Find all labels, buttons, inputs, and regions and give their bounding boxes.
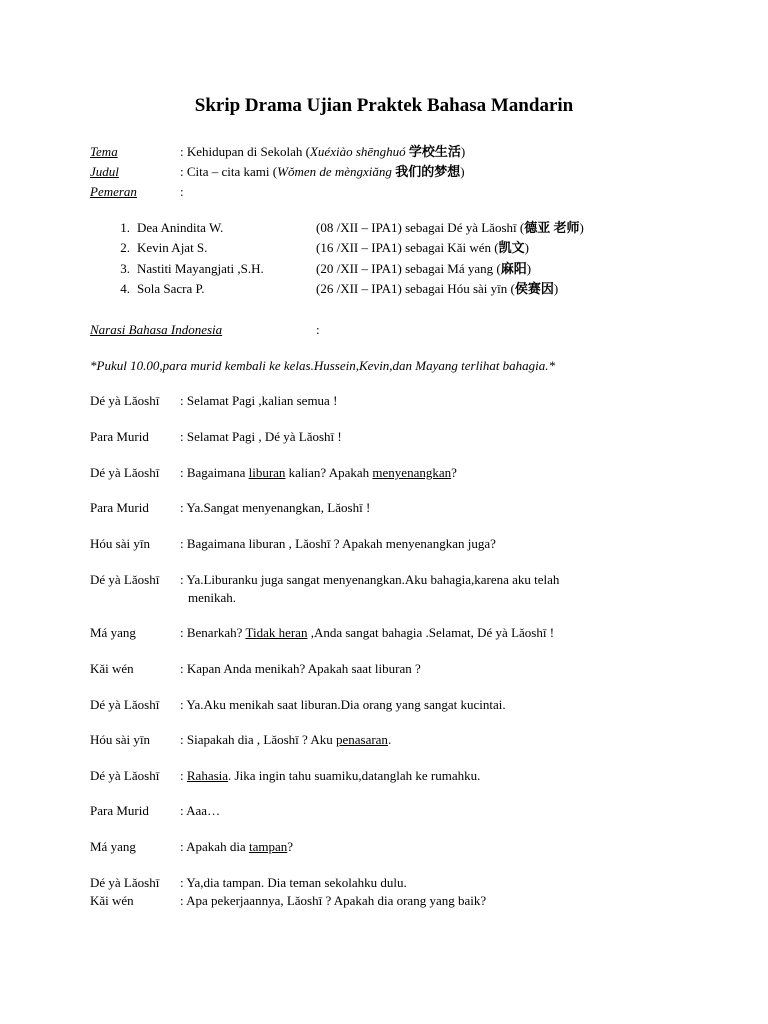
dialogue-speaker: Hóu sài yīn	[90, 732, 150, 747]
judul-value: : Cita – cita kami (Wǒmen de mèngxiǎng 我们的梦想)	[180, 164, 465, 179]
cast-name: Kevin Ajat S.	[137, 240, 208, 255]
dialogue-line-continuation: menikah.	[188, 590, 237, 605]
dialogue-line: : Bagaimana liburan , Lǎoshī ? Apakah menyenangkan juga?	[180, 536, 496, 551]
dialogue-line: : Apakah dia tampan?	[180, 839, 294, 854]
dialogue-speaker: Kǎi wén	[90, 661, 134, 676]
narasi-label: Narasi Bahasa Indonesia	[90, 322, 223, 337]
stage-direction: *Pukul 10.00,para murid kembali ke kelas.Hussein,Kevin,dan Mayang terlihat bahagia.*	[90, 358, 556, 373]
cast-role: (16 /XII – IPA1) sebagai Kǎi wén (凯文)	[316, 240, 529, 255]
dialogue-speaker: Hóu sài yīn	[90, 536, 150, 551]
dialogue-speaker: Má yang	[90, 839, 136, 854]
dialogue-line: : Aaa…	[180, 803, 221, 818]
cast-role: (26 /XII – IPA1) sebagai Hóu sài yīn (侯赛因)	[316, 281, 559, 296]
dialogue-line: : Ya,dia tampan. Dia teman sekolahku dulu.	[180, 875, 407, 890]
dialogue-speaker: Má yang	[90, 625, 136, 640]
tema-value: : Kehidupan di Sekolah (Xuéxiào shēnghuó 学校生活)	[180, 144, 466, 159]
cast-number: 3.	[120, 261, 130, 276]
dialogue-line: : Kapan Anda menikah? Apakah saat liburan ?	[180, 661, 421, 676]
dialogue-speaker: Para Murid	[90, 803, 149, 818]
dialogue-speaker: Para Murid	[90, 429, 149, 444]
cast-number: 1.	[120, 220, 130, 235]
dialogue-line: : Bagaimana liburan kalian? Apakah menyenangkan?	[180, 465, 457, 480]
judul-label: Judul	[90, 164, 119, 179]
dialogue-speaker: Dé yà Lǎoshī	[90, 768, 160, 783]
dialogue-line: : Apa pekerjaannya, Lǎoshī ? Apakah dia orang yang baik?	[180, 893, 487, 908]
cast-number: 4.	[120, 281, 130, 296]
dialogue-line: : Ya.Sangat menyenangkan, Lǎoshī !	[180, 500, 371, 515]
cast-name: Dea Anindita W.	[137, 220, 224, 235]
dialogue-speaker: Dé yà Lǎoshī	[90, 697, 160, 712]
dialogue-speaker: Dé yà Lǎoshī	[90, 393, 160, 408]
cast-name: Nastiti Mayangjati ,S.H.	[137, 261, 264, 276]
dialogue-line: : Rahasia. Jika ingin tahu suamiku,datanglah ke rumahku.	[180, 768, 481, 783]
narasi-colon: :	[316, 322, 320, 337]
cast-number: 2.	[120, 240, 130, 255]
tema-label: Tema	[90, 144, 118, 159]
pemeran-label: Pemeran	[90, 184, 137, 199]
dialogue-line: : Ya.Liburanku juga sangat menyenangkan.Aku bahagia,karena aku telah	[180, 572, 560, 587]
dialogue-line: : Ya.Aku menikah saat liburan.Dia orang yang sangat kucintai.	[180, 697, 506, 712]
dialogue-line: : Benarkah? Tidak heran ,Anda sangat bahagia .Selamat, Dé yà Lǎoshī !	[180, 625, 555, 640]
dialogue-speaker: Dé yà Lǎoshī	[90, 875, 160, 890]
cast-role: (20 /XII – IPA1) sebagai Má yang (麻阳)	[316, 261, 532, 276]
dialogue-speaker: Kǎi wén	[90, 893, 134, 908]
dialogue-line: : Siapakah dia , Lǎoshī ? Aku penasaran.	[180, 732, 392, 747]
cast-name: Sola Sacra P.	[137, 281, 205, 296]
dialogue-speaker: Dé yà Lǎoshī	[90, 465, 160, 480]
document-title: Skrip Drama Ujian Praktek Bahasa Mandarin	[194, 95, 574, 116]
dialogue-speaker: Para Murid	[90, 500, 149, 515]
pemeran-value: :	[180, 184, 184, 199]
dialogue-speaker: Dé yà Lǎoshī	[90, 572, 160, 587]
cast-role: (08 /XII – IPA1) sebagai Dé yà Lǎoshī (德亚 老师)	[316, 220, 584, 235]
dialogue-line: : Selamat Pagi ,kalian semua !	[180, 393, 338, 408]
dialogue-line: : Selamat Pagi , Dé yà Lǎoshī !	[180, 429, 342, 444]
